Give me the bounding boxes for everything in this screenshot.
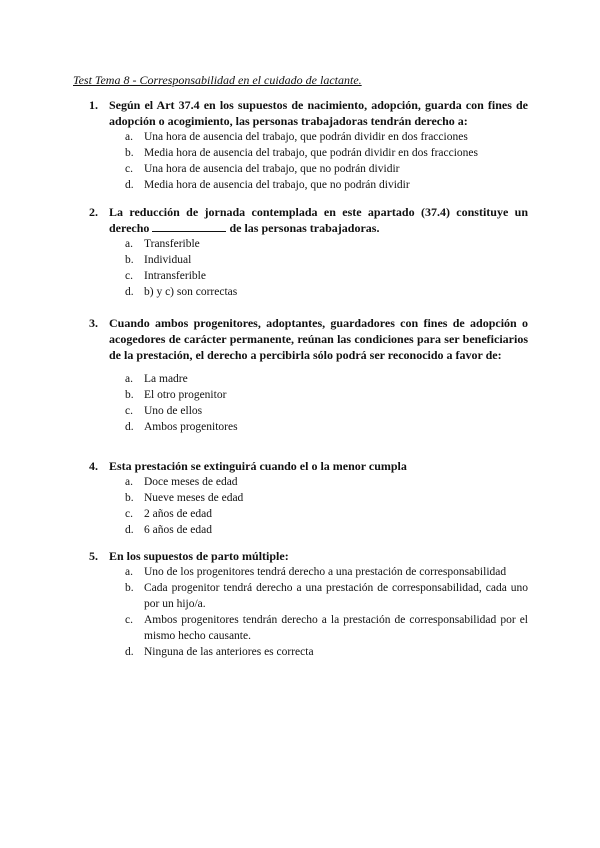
option-text: Uno de los progenitores tendrá derecho a una prestación de corresponsabilidad <box>144 566 507 578</box>
option-item <box>92 580 528 612</box>
option-item <box>92 161 528 177</box>
question-text: Cuando ambos progenitores, adoptantes, guardadores con fines de adopción o acogedores de carácter permanente, reúnan las condiciones para ser beneficiarios de la prestación, el derecho a percibirla sólo podrá ser reconocido a favor de: <box>109 316 528 362</box>
option-item <box>92 284 528 300</box>
option-text: Una hora de ausencia del trabajo, que podrán dividir en dos fracciones <box>144 131 468 143</box>
question-number: 3. <box>89 316 98 330</box>
option-text: Nueve meses de edad <box>144 492 244 504</box>
option-item <box>92 145 528 161</box>
option-letter: d. <box>125 524 134 536</box>
option-item <box>92 522 528 538</box>
option-item <box>92 177 528 193</box>
question-number: 2. <box>89 205 98 219</box>
option-item <box>92 474 528 490</box>
option-letter: d. <box>125 646 134 658</box>
option-letter: b. <box>125 147 134 159</box>
option-letter: b. <box>125 492 134 504</box>
question-text <box>109 204 528 236</box>
question-1 <box>89 97 528 193</box>
option-letter: c. <box>125 270 133 282</box>
option-text: Intransferible <box>144 270 206 282</box>
option-item <box>92 403 528 419</box>
option-list <box>92 564 528 660</box>
option-item <box>92 129 528 145</box>
question-4 <box>89 458 528 538</box>
option-item <box>92 419 528 435</box>
option-letter: c. <box>125 163 133 175</box>
option-text: Ambos progenitores tendrán derecho a la prestación de corresponsabilidad por el mismo hecho causante. <box>144 614 528 642</box>
option-letter: d. <box>125 421 134 433</box>
question-number: 4. <box>89 459 98 473</box>
option-letter: b. <box>125 582 134 594</box>
option-text: La madre <box>144 373 188 385</box>
option-text: Individual <box>144 254 192 266</box>
option-item <box>92 564 528 580</box>
question-5 <box>89 548 528 660</box>
option-list <box>92 371 528 435</box>
question-text: Según el Art 37.4 en los supuestos de nacimiento, adopción, guarda con fines de adopción o acogimiento, las personas trabajadoras tendrán derecho a: <box>109 98 528 128</box>
option-text: 6 años de edad <box>144 524 213 536</box>
question-3 <box>89 315 528 435</box>
option-text: Transferible <box>144 238 200 250</box>
option-text: El otro progenitor <box>144 389 227 401</box>
option-text: Una hora de ausencia del trabajo, que no podrán dividir <box>144 163 400 175</box>
option-item <box>92 268 528 284</box>
option-letter: a. <box>125 373 133 385</box>
option-list <box>92 129 528 193</box>
question-number: 1. <box>89 98 98 112</box>
option-letter: c. <box>125 508 133 520</box>
option-letter: c. <box>125 614 133 626</box>
option-item <box>92 387 528 403</box>
option-letter: a. <box>125 131 133 143</box>
option-letter: a. <box>125 566 133 578</box>
option-text: 2 años de edad <box>144 508 213 520</box>
option-text: Media hora de ausencia del trabajo, que no podrán dividir <box>144 179 410 191</box>
answer-blank <box>152 221 226 232</box>
option-list <box>92 236 528 300</box>
option-list <box>92 474 528 538</box>
question-text-after: de las personas trabajadoras. <box>229 221 380 235</box>
option-letter: b. <box>125 389 134 401</box>
question-text: En los supuestos de parto múltiple: <box>109 549 289 563</box>
question-number: 5. <box>89 549 98 563</box>
option-letter: d. <box>125 179 134 191</box>
question-2 <box>89 204 528 300</box>
page-title: Test Tema 8 - Corresponsabilidad en el cuidado de lactante. <box>73 73 362 87</box>
option-text: b) y c) son correctas <box>144 286 238 298</box>
option-item <box>92 644 528 660</box>
option-text: Doce meses de edad <box>144 476 238 488</box>
option-letter: b. <box>125 254 134 266</box>
option-letter: d. <box>125 286 134 298</box>
option-letter: c. <box>125 405 133 417</box>
option-text: Ninguna de las anteriores es correcta <box>144 646 314 658</box>
option-text: Ambos progenitores <box>144 421 238 433</box>
question-text-before: La reducción de jornada contemplada en este apartado (37.4) constituye un derecho <box>109 205 528 235</box>
question-text: Esta prestación se extinguirá cuando el o la menor cumpla <box>109 459 407 473</box>
option-item <box>92 506 528 522</box>
option-item <box>92 252 528 268</box>
option-item <box>92 236 528 252</box>
option-item <box>92 371 528 387</box>
option-letter: a. <box>125 238 133 250</box>
option-item <box>92 612 528 644</box>
option-item <box>92 490 528 506</box>
option-letter: a. <box>125 476 133 488</box>
option-text: Media hora de ausencia del trabajo, que podrán dividir en dos fracciones <box>144 147 479 159</box>
option-text: Uno de ellos <box>144 405 203 417</box>
option-text: Cada progenitor tendrá derecho a una prestación de corresponsabilidad, cada uno por un hijo/a. <box>144 582 528 610</box>
